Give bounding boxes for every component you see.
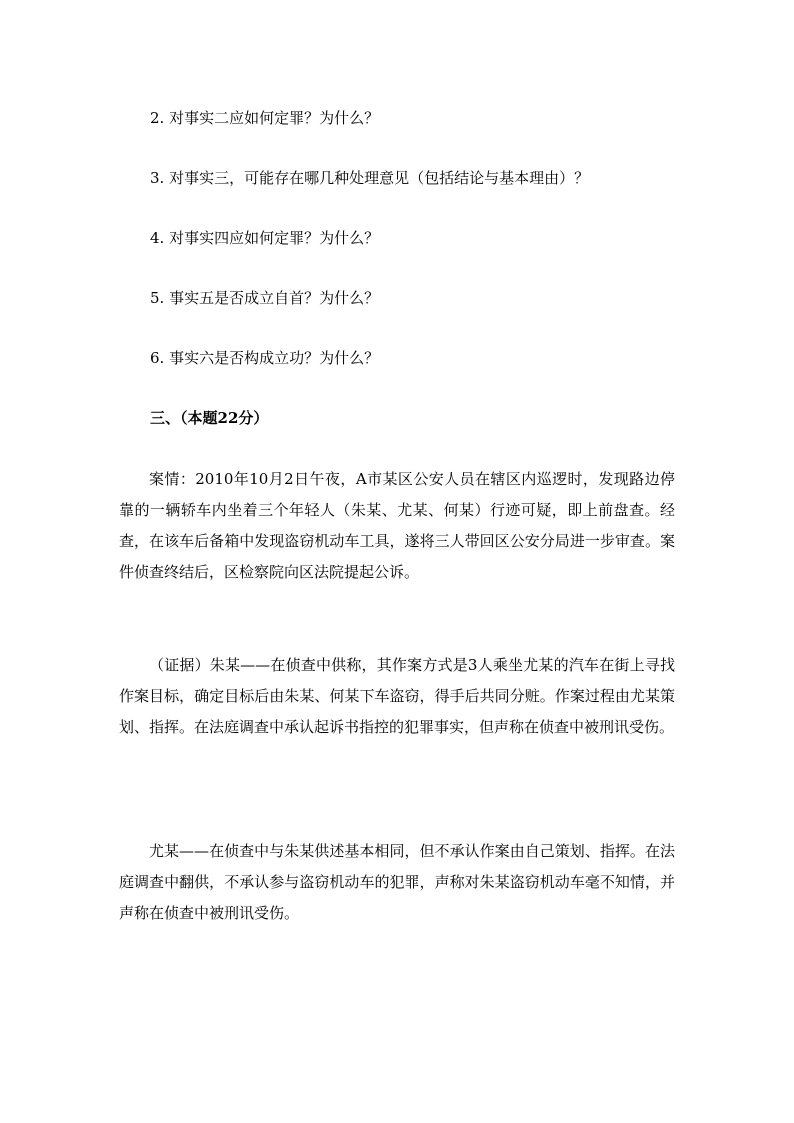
evidence-you-paragraph: 尤某——在侦查中与朱某供述基本相同，但不承认作案由自己策划、指挥。在法庭调查中翻供，不承认参与盗窃机动车的犯罪，声称对朱某盗窃机动车毫不知情，并声称在侦查中被刑讯受伤。 <box>119 842 675 922</box>
case-facts-paragraph: 案情：2010年10月2日午夜，A市某区公安人员在辖区内巡逻时，发现路边停靠的一辆轿车内坐着三个年轻人（朱某、尤某、何某）行迹可疑，即上前盘查。经查，在该车后备箱中发现盗窃机动车工具，遂将三人带回区公安分局进一步审查。案件侦查终结后，区检察院向区法院提起公诉。 <box>119 470 675 581</box>
section-heading: 三、（本题22分） <box>150 409 269 427</box>
question-4: 4. 对事实四应如何定罪？为什么？ <box>150 229 380 247</box>
question-5: 5. 事实五是否成立自首？为什么？ <box>150 289 380 307</box>
question-2: 2. 对事实二应如何定罪？为什么？ <box>150 109 380 127</box>
question-6: 6. 事实六是否构成立功？为什么？ <box>150 349 380 367</box>
evidence-zhu-paragraph: （证据）朱某——在侦查中供称，其作案方式是3人乘坐尤某的汽车在街上寻找作案目标，确定目标后由朱某、何某下车盗窃，得手后共同分赃。作案过程由尤某策划、指挥。在法庭调查中承认起诉书指控的犯罪事实，但声称在侦查中被刑讯受伤。 <box>119 656 675 736</box>
question-3: 3. 对事实三，可能存在哪几种处理意见（包括结论与基本理由）？ <box>150 169 590 187</box>
